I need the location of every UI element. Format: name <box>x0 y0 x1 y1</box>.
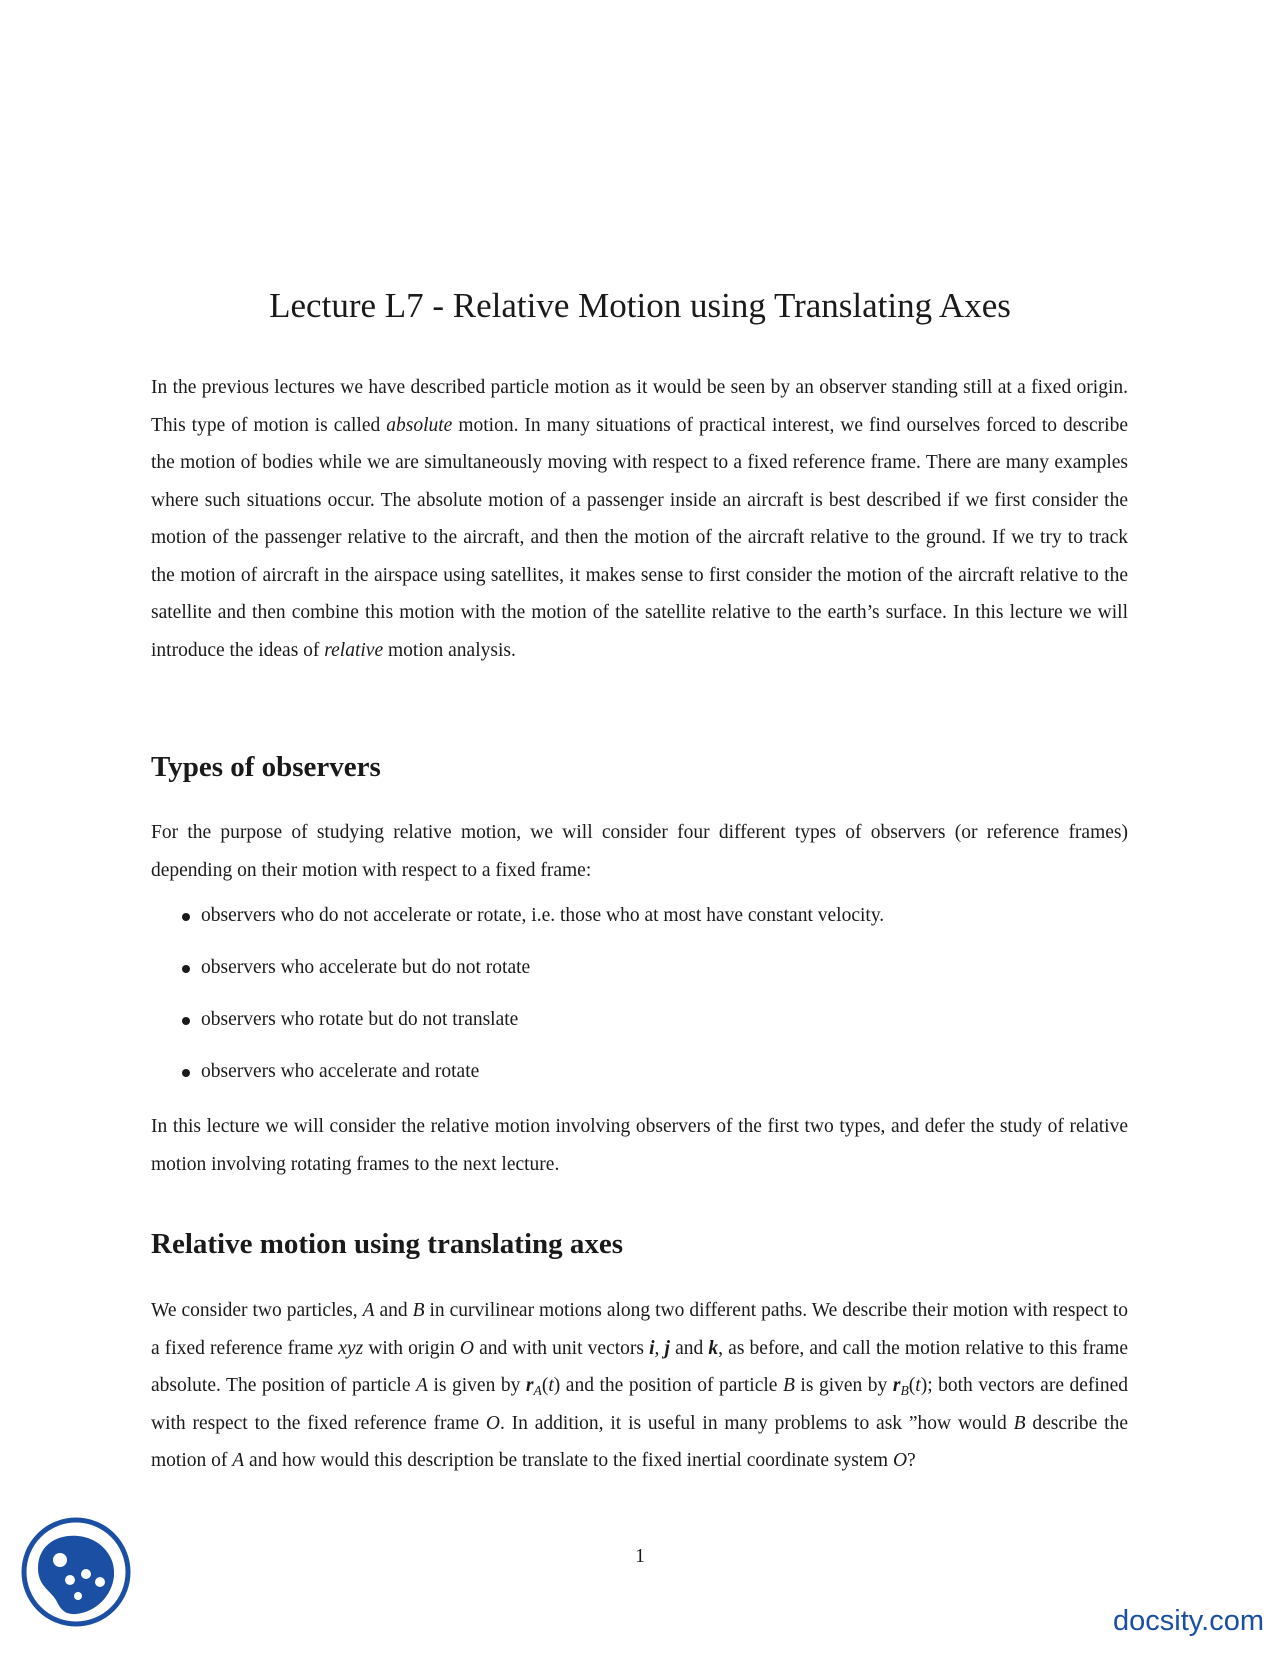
list-item <box>151 904 1128 956</box>
docsity-brand-link[interactable]: docsity.com <box>1113 1605 1264 1637</box>
list-item <box>151 1060 1128 1112</box>
math-symbol: O <box>485 1412 500 1434</box>
document-title: Lecture L7 - Relative Motion using Translating Axes <box>269 286 1011 325</box>
text-run: and how would this description be translate to the fixed inertial coordinate system <box>244 1450 893 1471</box>
math-symbol: t <box>548 1375 554 1396</box>
bullet-icon <box>182 965 190 973</box>
text-run: is given by <box>427 1375 526 1396</box>
text-run: ); both vectors are defined with respect to the fixed reference frame <box>151 1375 1128 1434</box>
bullet-icon <box>182 913 190 921</box>
math-symbol: t <box>915 1375 921 1396</box>
vector-symbol: k <box>708 1337 719 1359</box>
text-run: . In addition, it is useful in many problems to ask ”how would <box>499 1412 1014 1434</box>
list-item-text: observers who rotate but do not translate <box>201 1009 519 1030</box>
text-run: , <box>654 1337 665 1359</box>
section-heading-relative-motion: Relative motion using translating axes <box>151 1228 624 1260</box>
text-run: and with unit vectors <box>473 1337 650 1359</box>
text-run: and <box>374 1300 413 1321</box>
text-run: We consider two particles, <box>151 1300 363 1321</box>
intro-text-1: In the previous lectures we have described particle motion as it would be seen by an observer standing still at a fixed origin. This type of motion is called <box>151 377 1128 436</box>
text-run: , as before, and call the motion relative to this frame absolute. The position of particle <box>151 1337 1128 1396</box>
text-run: ? <box>907 1450 916 1471</box>
text-run: with origin <box>363 1337 460 1359</box>
text-run: is given by <box>794 1375 893 1396</box>
text-run: ( <box>908 1375 916 1396</box>
math-symbol: A <box>232 1450 245 1471</box>
intro-em-absolute: absolute <box>386 414 453 436</box>
math-symbol: A <box>362 1300 375 1321</box>
relative-motion-paragraph <box>151 1292 1128 1480</box>
vector-symbol: r <box>525 1375 534 1396</box>
bullet-icon <box>182 1069 190 1077</box>
text-run: ) and the position of particle <box>553 1375 783 1396</box>
text-run: in curvilinear motions along two different paths. We describe their motion with respect to a fixed reference frame <box>151 1300 1129 1359</box>
math-symbol: B <box>1013 1412 1026 1434</box>
intro-text-3: motion analysis. <box>383 639 516 661</box>
math-symbol: B <box>782 1375 795 1396</box>
list-item-text: observers who do not accelerate or rotate, i.e. those who at most have constant velocity. <box>201 905 885 926</box>
observer-types-list <box>151 904 1128 1112</box>
intro-text-2: motion. In many situations of practical interest, we find ourselves forced to describe the motion of bodies while we are simultaneously moving with respect to a fixed reference frame. There are many examples where such situations occur. The absolute motion of a passenger inside an aircraft is best described if we first consider the motion of the passenger relative to the aircraft, and then the motion of the aircraft relative to the ground. If we try to track the motion of aircraft in the airspace using satellites, it makes sense to first consider the motion of the aircraft relative to the satellite and then combine this motion with the motion of the satellite relative to the earth’s surface. In this lecture we will introduce the ideas of <box>151 414 1128 661</box>
list-item-text: observers who accelerate but do not rotate <box>201 957 531 978</box>
math-symbol: A <box>416 1375 428 1396</box>
list-item-text: observers who accelerate and rotate <box>201 1061 480 1082</box>
vector-symbol: r <box>892 1375 901 1396</box>
math-subscript: B <box>900 1383 909 1398</box>
math-symbol: O <box>459 1337 474 1359</box>
observers-paragraph-2: In this lecture we will consider the relative motion involving observers of the first two types, and defer the study of relative motion involving rotating frames to the next lecture. <box>151 1116 1128 1175</box>
math-symbol: O <box>892 1450 908 1471</box>
list-item <box>151 1008 1128 1060</box>
text-run: and <box>669 1337 709 1359</box>
math-subscript: A <box>533 1383 542 1398</box>
list-item <box>151 956 1128 1008</box>
text-run: ( <box>541 1375 549 1396</box>
math-symbol: B <box>412 1300 425 1321</box>
observers-paragraph: For the purpose of studying relative motion, we will consider four different types of observers (or reference frames) depending on their motion with respect to a fixed frame: <box>151 822 1128 881</box>
vector-symbol: i <box>649 1337 655 1359</box>
intro-em-relative: relative <box>324 639 384 661</box>
vector-symbol: j <box>664 1337 670 1359</box>
text-run: describe the motion of <box>151 1412 1128 1471</box>
docsity-logo-icon[interactable] <box>20 1516 132 1628</box>
section-heading-observers: Types of observers <box>151 751 381 783</box>
math-symbol: xyz <box>338 1337 364 1359</box>
intro-paragraph <box>151 369 1128 669</box>
page-number: 1 <box>635 1546 645 1567</box>
bullet-icon <box>182 1017 190 1025</box>
